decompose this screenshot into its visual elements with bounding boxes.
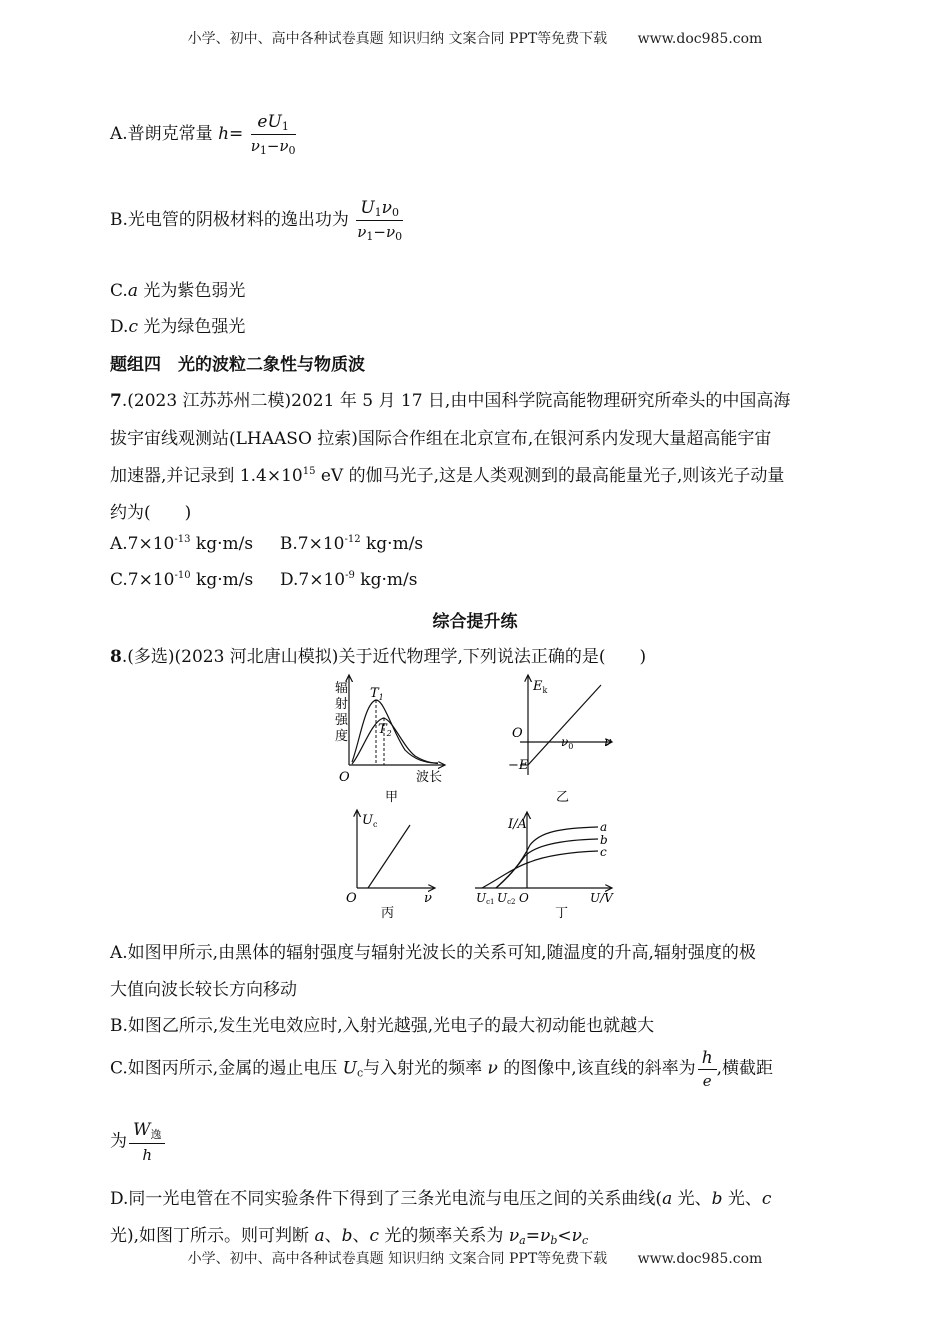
svg-text:射: 射 bbox=[335, 697, 349, 712]
footer-text: 小学、初中、高中各种试卷真题 知识归纳 文案合同 PPT等免费下载 bbox=[187, 1251, 608, 1267]
curve-a bbox=[496, 827, 598, 888]
q7-line4: 约为( ) bbox=[110, 503, 192, 523]
figure-jia bbox=[335, 675, 445, 805]
q7-line3: 加速器,并记录到 $1.4\times 10^{15}$ eV 的伽马光子,这是人类观测到的最高能量光子,则该光子动量 bbox=[110, 466, 785, 486]
curve-c bbox=[482, 851, 598, 888]
svg-text:T2: $T_2$ bbox=[378, 722, 392, 738]
svg-text:波长: 波长 bbox=[416, 770, 443, 785]
svg-text:T1: $T_1$ bbox=[370, 686, 384, 702]
svg-text:Ek: $E_k$ bbox=[533, 679, 548, 695]
svg-text:Uc2: Uc2 bbox=[497, 891, 516, 906]
svg-text:O: O bbox=[346, 891, 357, 906]
q6-option-b: B.光电管的阴极材料的逸出功为 $\frac{U_1\nu_0}{\nu_1-\nu_0}$ bbox=[110, 198, 403, 243]
curve-t2 bbox=[352, 718, 438, 764]
q6-option-a: A.普朗克常量 h= $\frac{eU_1}{\nu_1-\nu_0}$ bbox=[110, 112, 296, 157]
fraction: $\frac{h}{e}$ bbox=[698, 1048, 717, 1090]
q8-stem: 8.(多选)(2023 河北唐山模拟)关于近代物理学,下列说法正确的是( ) bbox=[110, 647, 647, 667]
svg-text:b: b bbox=[600, 833, 608, 847]
q7-options-ab: $A.7\times 10^{-13}$ kg·m/s $B.7\times 10^{-12}$ kg·m/s bbox=[110, 534, 424, 554]
q8-option-d-line2: 光),如图丁所示。则可判断 a、b、c 光的频率关系为 $\nu_a=\nu_b<\nu_c$ bbox=[110, 1226, 589, 1247]
q8-option-a-line2: 大值向波长较长方向移动 bbox=[110, 980, 297, 1000]
q8-option-a-line1: A.如图甲所示,由黑体的辐射强度与辐射光波长的关系可知,随温度的升高,辐射强度的极 bbox=[110, 943, 756, 963]
q8-option-b: B.如图乙所示,发生光电效应时,入射光越强,光电子的最大初动能也就越大 bbox=[110, 1016, 655, 1036]
curve-b bbox=[496, 839, 598, 888]
svg-text:ν: ν bbox=[604, 735, 612, 750]
svg-text:Uc1: Uc1 bbox=[476, 891, 495, 906]
header-text: 小学、初中、高中各种试卷真题 知识归纳 文案合同 PPT等免费下载 bbox=[187, 31, 608, 47]
svg-text:I/A: I/A bbox=[508, 817, 527, 832]
svg-text:ν: ν bbox=[424, 891, 432, 906]
svg-text:Uc: $U_c$ bbox=[362, 813, 378, 829]
svg-text:O: O bbox=[512, 726, 523, 741]
svg-text:O: O bbox=[339, 770, 350, 785]
caption-bing: 丙 bbox=[381, 906, 395, 920]
svg-text:O: O bbox=[519, 891, 529, 905]
svg-text:c: c bbox=[600, 845, 607, 859]
page-footer bbox=[0, 1248, 950, 1268]
svg-text:a: a bbox=[600, 820, 608, 834]
figure-ding bbox=[475, 812, 614, 920]
svg-text:−E: −E bbox=[508, 758, 529, 773]
q8-option-c-line1: C.如图丙所示,金属的遏止电压 $U_c$与入射光的频率 ν 的图像中,该直线的斜率为 $\frac{h}{e}$ ,横截距 bbox=[110, 1048, 774, 1090]
q6-option-d: D.c 光为绿色强光 bbox=[110, 317, 246, 337]
caption-ding: 丁 bbox=[555, 906, 569, 920]
svg-text:辐: 辐 bbox=[335, 681, 349, 696]
curve-t1 bbox=[352, 700, 438, 763]
figure-yi bbox=[508, 675, 612, 805]
group-title: 题组四 光的波粒二象性与物质波 bbox=[110, 355, 365, 375]
q7-options-cd: $C.7\times 10^{-10}$ kg·m/s $D.7\times 10^{-9}$ kg·m/s bbox=[110, 570, 418, 590]
svg-text:强: 强 bbox=[335, 713, 349, 728]
svg-text:度: 度 bbox=[335, 729, 349, 744]
figures bbox=[0, 670, 950, 920]
fraction: $\frac{U_1\nu_0}{\nu_1-\nu_0}$ bbox=[357, 198, 403, 243]
header-url[interactable]: www.doc985.com bbox=[637, 31, 763, 47]
figure-bing bbox=[346, 810, 435, 920]
svg-text:ν0: $\nu_0$ bbox=[561, 735, 574, 751]
q6-option-c: C.a 光为紫色弱光 bbox=[110, 281, 246, 301]
fraction: $\frac{W_逸}{h}$ bbox=[129, 1120, 165, 1164]
svg-text:U/V: U/V bbox=[590, 891, 613, 905]
fraction: $\frac{eU_1}{\nu_1-\nu_0}$ bbox=[250, 112, 296, 157]
caption-yi: 乙 bbox=[556, 790, 570, 805]
section-title: 综合提升练 bbox=[432, 612, 518, 632]
caption-jia: 甲 bbox=[385, 790, 399, 805]
q8-option-c-line2: 为 $\frac{W_逸}{h}$ bbox=[110, 1120, 165, 1164]
q7-line1: 7.(2023 江苏苏州二模)2021 年 5 月 17 日,由中国科学院高能物理研究所牵头的中国高海 bbox=[110, 391, 791, 411]
footer-url[interactable]: www.doc985.com bbox=[637, 1251, 763, 1267]
q7-line2: 拔宇宙线观测站(LHAASO 拉索)国际合作组在北京宣布,在银河系内发现大量超高能宇宙 bbox=[110, 429, 772, 449]
page-header bbox=[0, 28, 950, 48]
q8-option-d-line1: D.同一光电管在不同实验条件下得到了三条光电流与电压之间的关系曲线(a 光、b 光、c bbox=[110, 1189, 772, 1209]
